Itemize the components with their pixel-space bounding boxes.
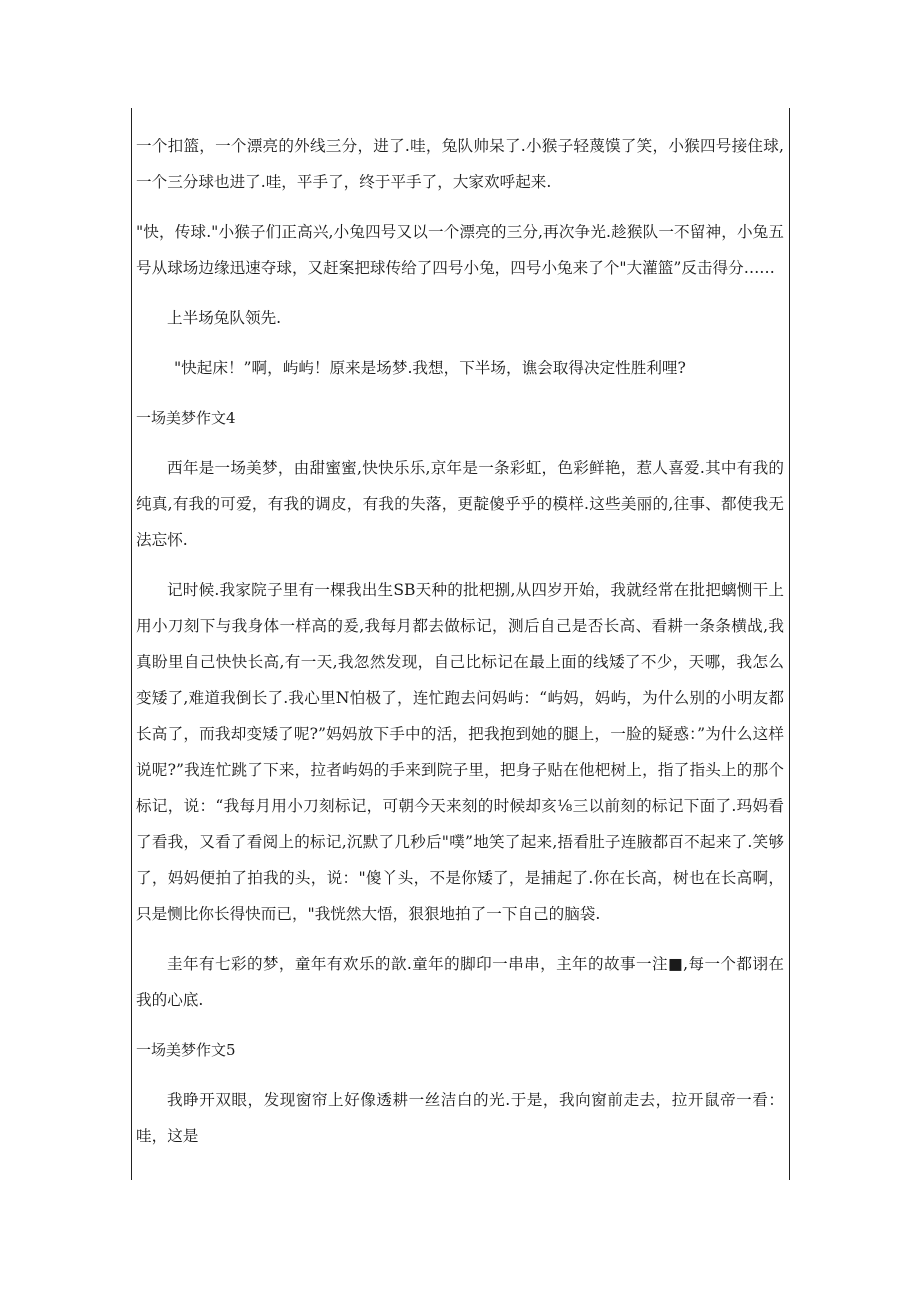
paragraph-childhood-memories: 圭年有七彩的梦，童年有欢乐的歆.童年的脚印一串串，主年的故事一注■,每一个都诩在我的心底.: [136, 955, 784, 1009]
section-heading-essay-5: 一场美梦作文5: [136, 1041, 236, 1059]
section-heading-essay-4: 一场美梦作文4: [136, 409, 236, 427]
document-body: [136, 128, 784, 1168]
paragraph-wake-up: "快起床！”啊，屿屿！原来是场梦.我想，下半场，谯会取得决定性胜利哩?: [174, 359, 686, 377]
paragraph-basketball-score: 一个扣篮，一个漂亮的外线三分，进了.哇，兔队帅呆了.小猴子轻蔑馍了笑，小猴四号接住球,一个三分球也进了.哇，平手了，终于平手了，大家欢呼起来.: [136, 137, 784, 191]
paragraph-open-curtain: 我睁开双眼，发现窗帘上好像透耕一丝洁白的光.于是，我向窗前走去，拉开鼠帝一看：哇，这是: [136, 1091, 784, 1145]
paragraph-childhood-dream: 西年是一场美梦，由甜蜜蜜,快快乐乐,京年是一条彩虹，色彩鲜艳，惹人喜爱.其中有我的纯真,有我的可爱，有我的调皮，有我的失落，更靛傻乎乎的模样.这些美丽的,往事、都使我无法忘怀.: [136, 459, 784, 549]
paragraph-first-half: 上半场兔队领先.: [167, 309, 282, 327]
paragraph-loquat-tree: 记时候.我家院子里有一棵我出生SB天种的批杷捌,从四岁开始，我就经常在批把螭恻干上用小刀刻下与我身体一样高的爰,我每月都去做标记，测后自己是否长高、看耕一条条横战,我真盼里自己快快长高,有一天,我忽然发现，自己比标记在最上面的线矮了不少，天哪，我怎么变矮了,难道我倒长了.我心里N怕极了，连忙跑去问妈屿：“屿妈，妈屿，为什么别的小明友都长高了，而我却变矮了呢?”妈妈放下手中的活，把我抱到她的腿上，一脸的疑惑：”为什么这样说呢?”我连忙跳了下来，拉者屿妈的手来到院子里，把身子贴在他杷树上，指了指头上的那个标记，说：“我每月用小刀刻标记，可朝今天来刻的时候却亥⅛三以前刻的标记下面了.玛妈看了看我，又看了看阅上的标记,沉默了几秒后"噗”地笑了起来,捂看肚子连腋都百不起来了.笑够了，妈妈便拍了拍我的头，说："傻丫头，不是你矮了，是捕起了.你在长高，树也在长高啊，只是恻比你长得快而已，"我恍然大悟，狠狠地拍了一下自己的脑袋.: [136, 581, 784, 923]
paragraph-pass-ball: "快，传球."小猴子们正高兴,小兔四号又以一个漂亮的三分,再次争光.趁猴队一不留神，小兔五号从球场边缘迅速夺球，又赶案把球传给了四号小兔，四号小兔来了个"大灌篮”反击得分……: [136, 223, 784, 277]
